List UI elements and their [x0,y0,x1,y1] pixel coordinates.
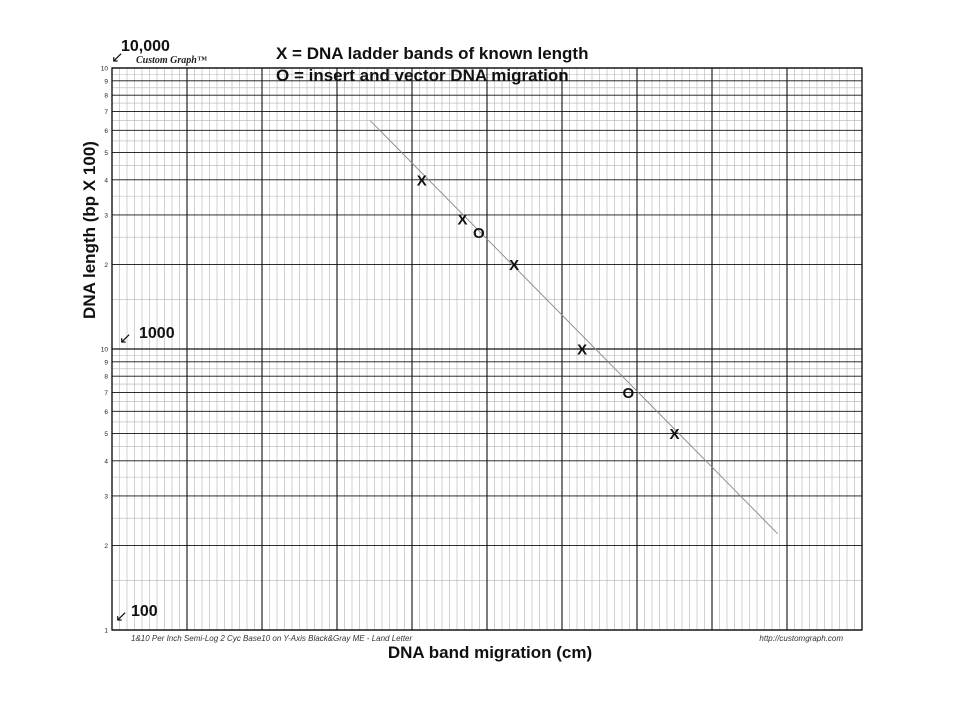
arrow-10000-icon: ↙ [111,49,124,66]
ladder-marker: X [669,426,680,444]
y-tick-label: 8 [104,92,108,100]
legend-sample-line: O = insert and vector DNA migration [276,66,569,85]
sample-marker: O [622,385,635,403]
y-tick-labels [101,66,109,635]
ladder-marker: X [509,256,520,274]
y-tick-label: 8 [104,373,108,381]
fit-line [370,121,778,534]
y-tick-label: 2 [104,542,108,550]
footer-url: http://customgraph.com [759,634,843,643]
fit-line-layer [370,121,778,534]
arrow-1000-icon: ↙ [119,330,132,347]
legend-ladder-line: X = DNA ladder bands of known length [276,44,589,63]
brand-logo: Custom Graph™ [136,55,207,66]
marker-layer [417,172,680,443]
y-tick-label: 10 [100,65,108,73]
x-axis-label: DNA band migration (cm) [387,643,593,662]
y-tick-label: 9 [104,78,108,86]
y-tick-label: 1 [104,627,108,635]
y-tick-label: 9 [104,359,108,367]
y-tick-label: 3 [104,493,108,501]
y-tick-label: 5 [104,150,108,158]
footer-paper-spec: 1&10 Per Inch Semi-Log 2 Cyc Base10 on Y-Axis Black&Gray ME - Land Letter [131,634,413,643]
y-tick-label: 4 [104,458,108,466]
y-tick-label: 10 [100,346,108,354]
x-axis-label-wrap [0,643,960,663]
y-tick-label: 6 [104,127,108,135]
ladder-marker: X [416,172,427,190]
ladder-marker: X [457,211,468,229]
y-tick-label: 2 [104,261,108,269]
y-axis-label: DNA length (bp X 100) [80,141,99,319]
ladder-marker: X [577,341,588,359]
arrow-100-icon: ↙ [115,608,128,625]
magnitude-label-10000: 10,000 [121,38,170,55]
major-grid [112,68,862,630]
magnitude-label-100: 100 [131,603,158,620]
magnitude-label-1000: 1000 [139,325,175,342]
y-tick-label: 3 [104,212,108,220]
y-tick-label: 4 [104,177,108,185]
y-tick-label: 7 [104,390,108,398]
y-tick-label: 7 [104,109,108,117]
y-tick-label: 5 [104,431,108,439]
sample-marker: O [473,224,485,242]
y-tick-label: 6 [104,408,108,416]
